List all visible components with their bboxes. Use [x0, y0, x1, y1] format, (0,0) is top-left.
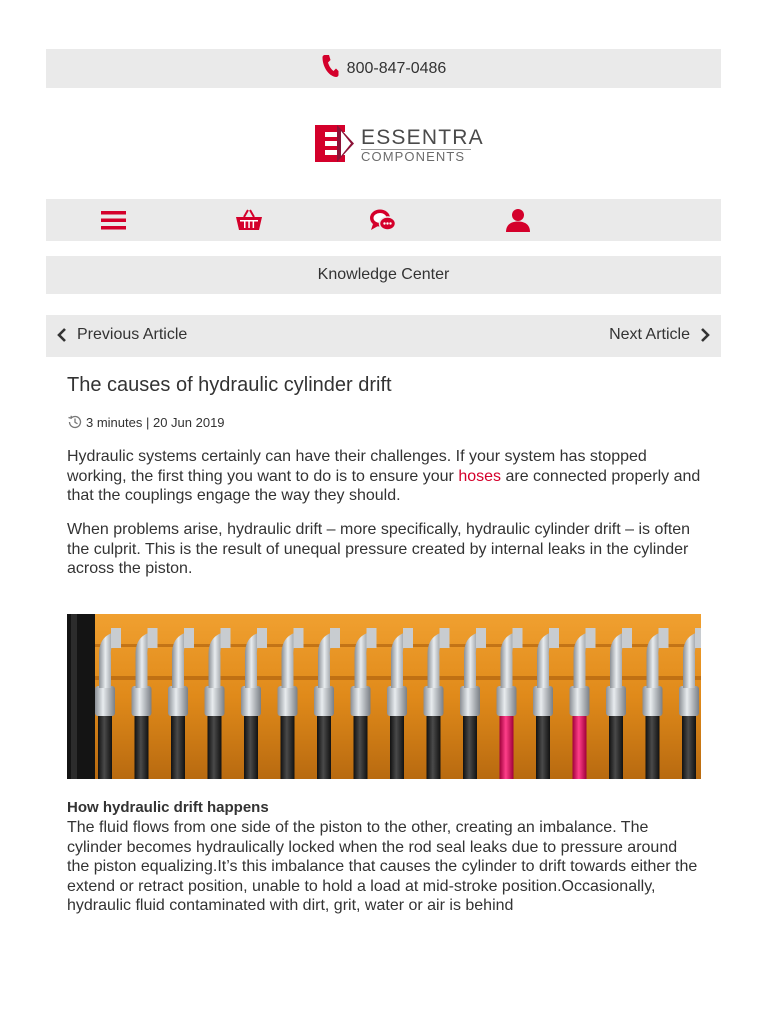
brand-name: ESSENTRA: [361, 126, 484, 149]
menu-icon[interactable]: [100, 208, 128, 232]
essentra-logo[interactable]: [315, 124, 484, 164]
section-heading: How hydraulic drift happens: [67, 799, 269, 816]
user-icon[interactable]: [504, 208, 532, 232]
next-article-link[interactable]: [609, 326, 711, 344]
next-article-label: Next Article: [609, 326, 690, 343]
article-title: The causes of hydraulic cylinder drift: [67, 374, 392, 396]
article-paragraph: The fluid flows from one side of the piston to the other, creating an imbalance. The cylinder becomes hydraulically locked when the rod seal leaks due to pressure around the piston equalizing.It’s this imbalance that causes the cylinder to drift towards either the extend or retract position, unable to hold a load at mid-stroke position.Occasionally, hydraulic fluid contaminated with dirt, grit, water or air is behind: [67, 819, 698, 914]
paragraph-text: Hydraulic systems certainly can have their challenges. If your system has stopped working, the first thing you want to do is to ensure your: [67, 448, 647, 485]
hoses-link[interactable]: hoses: [458, 467, 502, 485]
article-nav: [46, 315, 721, 357]
article-meta: [67, 414, 225, 430]
paragraph-text: are connected properly and that the couplings engage the way they should.: [67, 467, 701, 504]
phone-icon: [321, 54, 339, 83]
chevron-right-icon: [699, 327, 711, 343]
chat-icon[interactable]: [369, 208, 397, 232]
basket-icon[interactable]: [235, 208, 263, 232]
previous-article-label: Previous Article: [77, 326, 188, 343]
phone-number[interactable]: 800-847-0486: [346, 59, 447, 77]
icon-toolbar: [46, 199, 721, 241]
article-meta-text: 3 minutes | 20 Jun 2019: [86, 414, 225, 430]
article-paragraph: When problems arise, hydraulic drift – more specifically, hydraulic cylinder drift – is often the culprit. This is the result of unequal pressure created by internal leaks in the cylinder across the piston.: [67, 521, 691, 577]
knowledge-center-bar[interactable]: [46, 256, 721, 294]
previous-article-link[interactable]: [56, 326, 187, 344]
brand-subtitle: COMPONENTS: [361, 149, 466, 164]
hydraulic-hoses-image: [67, 614, 701, 779]
phone-bar[interactable]: [46, 49, 721, 88]
article-paragraph: [67, 447, 701, 506]
clock-history-icon: [67, 414, 83, 430]
essentra-logo-mark: [315, 125, 354, 162]
knowledge-center-label: Knowledge Center: [317, 266, 450, 283]
chevron-left-icon: [56, 327, 68, 343]
